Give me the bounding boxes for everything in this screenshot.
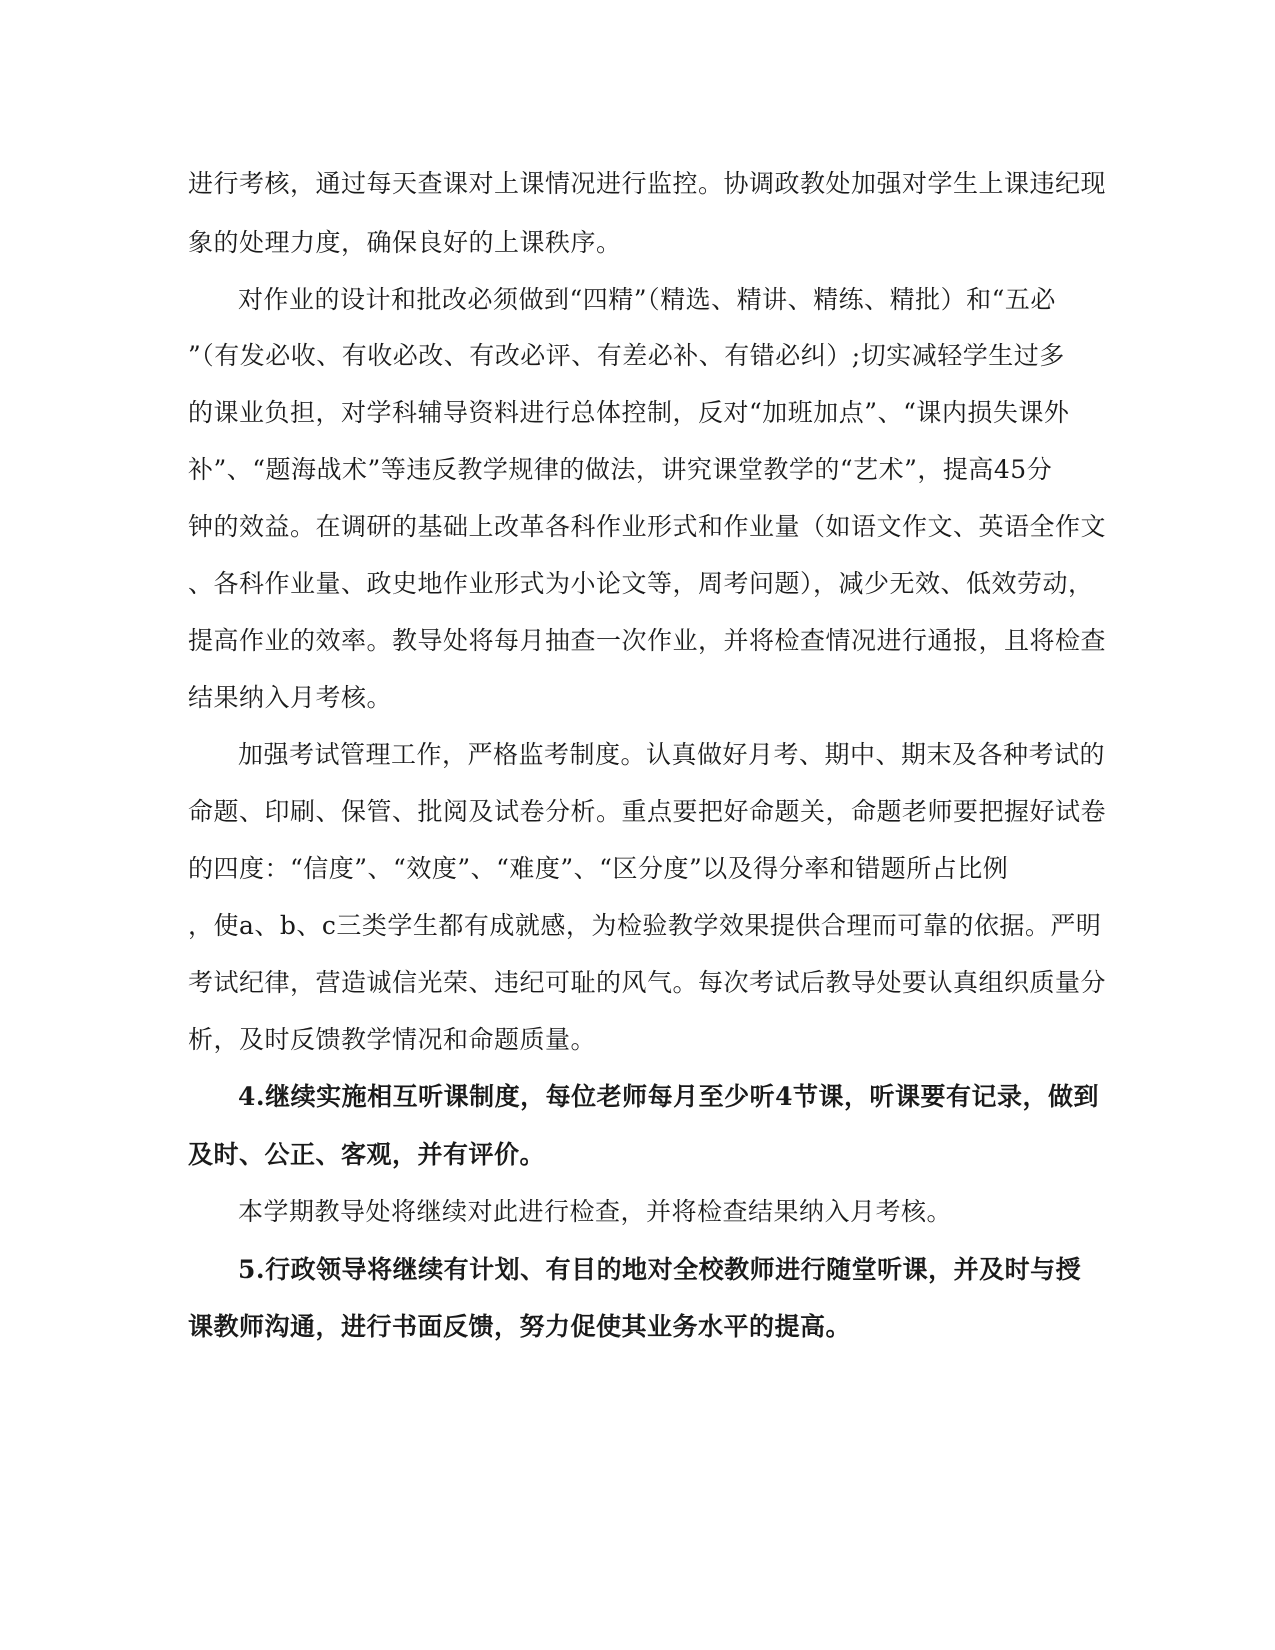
text-line: 进行考核，通过每天查课对上课情况进行监控。协调政教处加强对学生上课违纪现 (188, 169, 1107, 198)
numbered-item-4-cont: 及时、公正、客观，并有评价。 (188, 1140, 546, 1169)
text-line: 补”、“题海战术”等违反教学规律的做法，讲究课堂教学的“艺术”，提高45分 (188, 455, 1053, 484)
text-line: 提高作业的效率。教导处将每月抽查一次作业，并将检查情况进行通报，且将检查 (188, 626, 1107, 655)
text-line: 象的处理力度，确保良好的上课秩序。 (188, 228, 622, 257)
text-line: 结果纳入月考核。 (188, 683, 393, 712)
numbered-item-5-cont: 课教师沟通，进行书面反馈，努力促使其业务水平的提高。 (188, 1312, 852, 1341)
text-line: ，使a、b、c三类学生都有成就感，为检验教学效果提供合理而可靠的依据。严明 (188, 911, 1102, 940)
paragraph-start-line: 加强考试管理工作，严格监考制度。认真做好月考、期中、期末及各种考试的 (238, 740, 1106, 769)
text-line: ”（有发必收、有收必改、有改必评、有差必补、有错必纠）;切实减轻学生过多 (188, 341, 1065, 370)
paragraph-start-line: 对作业的设计和批改必须做到“四精”（精选、精讲、精练、精批）和“五必 (238, 285, 1056, 314)
numbered-item-4: 4.继续实施相互听课制度，每位老师每月至少听4节课，听课要有记录，做到 (238, 1082, 1099, 1111)
text-line: 钟的效益。在调研的基础上改革各科作业形式和作业量（如语文作文、英语全作文 (188, 512, 1107, 541)
text-line: 命题、印刷、保管、批阅及试卷分析。重点要把好命题关，命题老师要把握好试卷 (188, 797, 1107, 826)
text-line: 的课业负担，对学科辅导资料进行总体控制，反对“加班加点”、“课内损失课外 (188, 398, 1070, 427)
text-line: 的四度：“信度”、“效度”、“难度”、“区分度”以及得分率和错题所占比例 (188, 854, 1009, 883)
text-line: 考试纪律，营造诚信光荣、违纪可耻的风气。每次考试后教导处要认真组织质量分 (188, 968, 1107, 997)
text-line: 、各科作业量、政史地作业形式为小论文等，周考问题），减少无效、低效劳动， (188, 569, 1094, 598)
numbered-item-5: 5.行政领导将继续有计划、有目的地对全校教师进行随堂听课，并及时与授 (238, 1255, 1082, 1284)
text-line: 析，及时反馈教学情况和命题质量。 (188, 1025, 597, 1054)
paragraph-start-line: 本学期教导处将继续对此进行检查，并将检查结果纳入月考核。 (238, 1197, 953, 1226)
